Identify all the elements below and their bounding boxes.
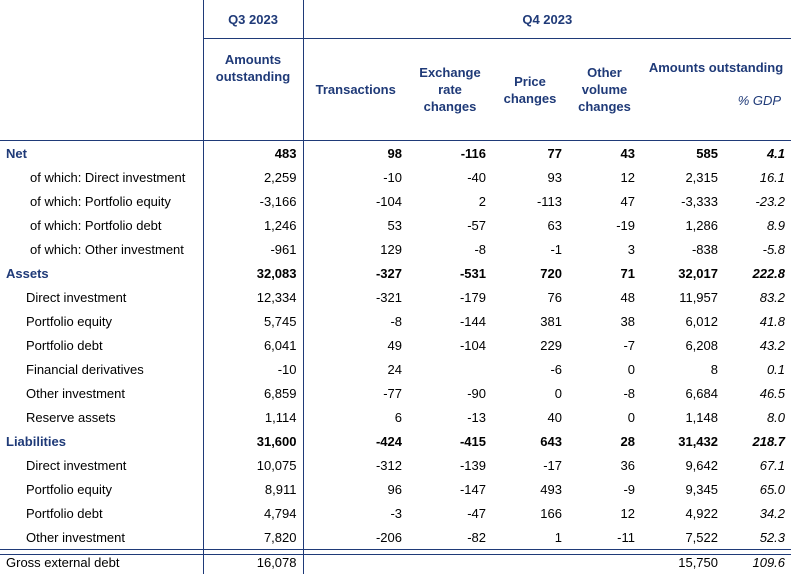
- table-row: [0, 429, 791, 453]
- cell-q3-amount: 2,259: [203, 165, 303, 189]
- cell-q4-amount: 2,315: [641, 165, 724, 189]
- cell-transactions: 49: [303, 333, 408, 357]
- cell-price-changes: 229: [492, 333, 568, 357]
- cell-other-volume: 0: [568, 357, 641, 381]
- cell-q3-amount: 1,114: [203, 405, 303, 429]
- cell-q4-amount: -838: [641, 237, 724, 261]
- cell-exchange-rate: -104: [408, 333, 492, 357]
- table-body: [0, 141, 791, 574]
- row-label: Reserve assets: [0, 405, 203, 429]
- cell-other-volume: 43: [568, 141, 641, 166]
- row-label: Portfolio debt: [0, 333, 203, 357]
- cell-price-changes: 0: [492, 381, 568, 405]
- row-label: Gross external debt: [0, 550, 203, 574]
- row-label: Assets: [0, 261, 203, 285]
- cell-other-volume: 28: [568, 429, 641, 453]
- cell-exchange-rate: 2: [408, 189, 492, 213]
- cell-q4-amount: 11,957: [641, 285, 724, 309]
- row-label: Other investment: [0, 525, 203, 550]
- cell-exchange-rate: -139: [408, 453, 492, 477]
- cell-transactions: -8: [303, 309, 408, 333]
- cell-price-changes: 63: [492, 213, 568, 237]
- cell-gdp-pct: 67.1: [724, 453, 791, 477]
- cell-exchange-rate: -57: [408, 213, 492, 237]
- header-row-periods: [0, 0, 791, 39]
- cell-q4-amount: 9,345: [641, 477, 724, 501]
- cell-price-changes: 720: [492, 261, 568, 285]
- cell-price-changes: -6: [492, 357, 568, 381]
- header-q3-amounts: Amounts outstanding: [203, 39, 303, 141]
- row-label: Direct investment: [0, 453, 203, 477]
- row-label: Financial derivatives: [0, 357, 203, 381]
- row-label: Portfolio equity: [0, 309, 203, 333]
- cell-gdp-pct: 109.6: [724, 550, 791, 574]
- cell-exchange-rate: [408, 357, 492, 381]
- cell-transactions: -206: [303, 525, 408, 550]
- cell-exchange-rate: -8: [408, 237, 492, 261]
- cell-q4-amount: 585: [641, 141, 724, 166]
- cell-q4-amount: 6,684: [641, 381, 724, 405]
- cell-q4-amount: 1,148: [641, 405, 724, 429]
- cell-price-changes: 493: [492, 477, 568, 501]
- table-row: [0, 525, 791, 550]
- cell-q4-amount: 9,642: [641, 453, 724, 477]
- cell-transactions: -77: [303, 381, 408, 405]
- cell-q4-amount: -3,333: [641, 189, 724, 213]
- cell-transactions: -10: [303, 165, 408, 189]
- cell-other-volume: -11: [568, 525, 641, 550]
- table-row: [0, 285, 791, 309]
- cell-gdp-pct: -23.2: [724, 189, 791, 213]
- cell-price-changes: 166: [492, 501, 568, 525]
- cell-q3-amount: 12,334: [203, 285, 303, 309]
- cell-exchange-rate: -82: [408, 525, 492, 550]
- cell-transactions: 98: [303, 141, 408, 166]
- cell-exchange-rate: -90: [408, 381, 492, 405]
- cell-gdp-pct: 52.3: [724, 525, 791, 550]
- cell-q4-amount: 31,432: [641, 429, 724, 453]
- cell-exchange-rate: -147: [408, 477, 492, 501]
- cell-q4-amount: 7,522: [641, 525, 724, 550]
- cell-q3-amount: 8,911: [203, 477, 303, 501]
- cell-price-changes: 1: [492, 525, 568, 550]
- header-blank: [0, 0, 203, 39]
- row-label: of which: Portfolio equity: [0, 189, 203, 213]
- cell-transactions: 6: [303, 405, 408, 429]
- cell-transactions: -424: [303, 429, 408, 453]
- cell-exchange-rate: -116: [408, 141, 492, 166]
- cell-gdp-pct: 16.1: [724, 165, 791, 189]
- header-q4-amounts: [641, 39, 791, 141]
- row-label: Portfolio debt: [0, 501, 203, 525]
- cell-exchange-rate: -415: [408, 429, 492, 453]
- table-row: [0, 165, 791, 189]
- cell-transactions: -321: [303, 285, 408, 309]
- cell-other-volume: 3: [568, 237, 641, 261]
- header-q4: Q4 2023: [303, 0, 791, 39]
- cell-gdp-pct: 43.2: [724, 333, 791, 357]
- cell-exchange-rate: -179: [408, 285, 492, 309]
- cell-gdp-pct: 218.7: [724, 429, 791, 453]
- cell-other-volume: 71: [568, 261, 641, 285]
- header-other-volume: Other volume changes: [568, 39, 641, 141]
- table-row: [0, 237, 791, 261]
- table-row: [0, 405, 791, 429]
- cell-other-volume: -7: [568, 333, 641, 357]
- cell-gdp-pct: 41.8: [724, 309, 791, 333]
- cell-q3-amount: 483: [203, 141, 303, 166]
- cell-transactions: -327: [303, 261, 408, 285]
- table-row: [0, 261, 791, 285]
- header-q3: Q3 2023: [203, 0, 303, 39]
- cell-other-volume: 36: [568, 453, 641, 477]
- cell-q3-amount: 16,078: [203, 550, 303, 574]
- cell-other-volume: 12: [568, 165, 641, 189]
- cell-gdp-pct: 34.2: [724, 501, 791, 525]
- cell-price-changes: 381: [492, 309, 568, 333]
- cell-exchange-rate: -13: [408, 405, 492, 429]
- cell-exchange-rate: -47: [408, 501, 492, 525]
- row-label: Liabilities: [0, 429, 203, 453]
- cell-gdp-pct: 222.8: [724, 261, 791, 285]
- cell-transactions: 24: [303, 357, 408, 381]
- cell-gdp-pct: 0.1: [724, 357, 791, 381]
- cell-exchange-rate: -531: [408, 261, 492, 285]
- cell-q3-amount: 7,820: [203, 525, 303, 550]
- cell-q3-amount: 32,083: [203, 261, 303, 285]
- cell-gdp-pct: -5.8: [724, 237, 791, 261]
- cell-q4-amount: 15,750: [641, 550, 724, 574]
- table-row: [0, 453, 791, 477]
- cell-q3-amount: -3,166: [203, 189, 303, 213]
- cell-transactions: -104: [303, 189, 408, 213]
- table-row: [0, 189, 791, 213]
- row-label: Other investment: [0, 381, 203, 405]
- header-price-changes: Price changes: [492, 39, 568, 141]
- row-label: Direct investment: [0, 285, 203, 309]
- cell-gdp-pct: 83.2: [724, 285, 791, 309]
- cell-gdp-pct: 8.0: [724, 405, 791, 429]
- cell-gdp-pct: 8.9: [724, 213, 791, 237]
- table-row: [0, 357, 791, 381]
- cell-transactions: -3: [303, 501, 408, 525]
- cell-price-changes: -17: [492, 453, 568, 477]
- header-q4-amounts-label: Amounts outstanding: [647, 59, 785, 76]
- cell-other-volume: 38: [568, 309, 641, 333]
- cell-q3-amount: 10,075: [203, 453, 303, 477]
- cell-price-changes: 40: [492, 405, 568, 429]
- table-row: [0, 213, 791, 237]
- table-row: [0, 381, 791, 405]
- cell-price-changes: 643: [492, 429, 568, 453]
- cell-transactions: 129: [303, 237, 408, 261]
- header-blank-2: [0, 39, 203, 141]
- cell-q4-amount: 8: [641, 357, 724, 381]
- cell-transactions: 96: [303, 477, 408, 501]
- cell-q3-amount: 4,794: [203, 501, 303, 525]
- header-gdp-label: % GDP: [647, 92, 785, 109]
- row-label: Portfolio equity: [0, 477, 203, 501]
- row-label: of which: Other investment: [0, 237, 203, 261]
- cell-other-volume: 48: [568, 285, 641, 309]
- table-row: [0, 501, 791, 525]
- header-transactions: Transactions: [303, 39, 408, 141]
- cell-q3-amount: -10: [203, 357, 303, 381]
- cell-price-changes: -1: [492, 237, 568, 261]
- cell-exchange-rate: -40: [408, 165, 492, 189]
- cell-exchange-rate: -144: [408, 309, 492, 333]
- table-row: [0, 141, 791, 166]
- cell-gdp-pct: 65.0: [724, 477, 791, 501]
- row-label: Net: [0, 141, 203, 166]
- cell-other-volume: -9: [568, 477, 641, 501]
- cell-gdp-pct: 4.1: [724, 141, 791, 166]
- cell-q4-amount: 6,208: [641, 333, 724, 357]
- cell-q3-amount: 1,246: [203, 213, 303, 237]
- cell-transactions: 53: [303, 213, 408, 237]
- cell-price-changes: 77: [492, 141, 568, 166]
- cell-q3-amount: 6,041: [203, 333, 303, 357]
- cell-q3-amount: 31,600: [203, 429, 303, 453]
- cell-price-changes: -113: [492, 189, 568, 213]
- cell-q4-amount: 6,012: [641, 309, 724, 333]
- cell-transactions: -312: [303, 453, 408, 477]
- cell-other-volume: 47: [568, 189, 641, 213]
- table-row: [0, 333, 791, 357]
- table-row: [0, 477, 791, 501]
- cell-other-volume: 12: [568, 501, 641, 525]
- cell-q3-amount: 6,859: [203, 381, 303, 405]
- cell-other-volume: -8: [568, 381, 641, 405]
- cell-gdp-pct: 46.5: [724, 381, 791, 405]
- row-label: of which: Portfolio debt: [0, 213, 203, 237]
- row-label: of which: Direct investment: [0, 165, 203, 189]
- header-exchange-rate: Exchange rate changes: [408, 39, 492, 141]
- cell-other-volume: 0: [568, 405, 641, 429]
- cell-q3-amount: -961: [203, 237, 303, 261]
- header-row-columns: [0, 39, 791, 141]
- cell-q4-amount: 32,017: [641, 261, 724, 285]
- cell-price-changes: 76: [492, 285, 568, 309]
- cell-other-volume: -19: [568, 213, 641, 237]
- cell-q4-amount: 4,922: [641, 501, 724, 525]
- cell-price-changes: 93: [492, 165, 568, 189]
- cell-q4-amount: 1,286: [641, 213, 724, 237]
- cell-q3-amount: 5,745: [203, 309, 303, 333]
- table-row: [0, 309, 791, 333]
